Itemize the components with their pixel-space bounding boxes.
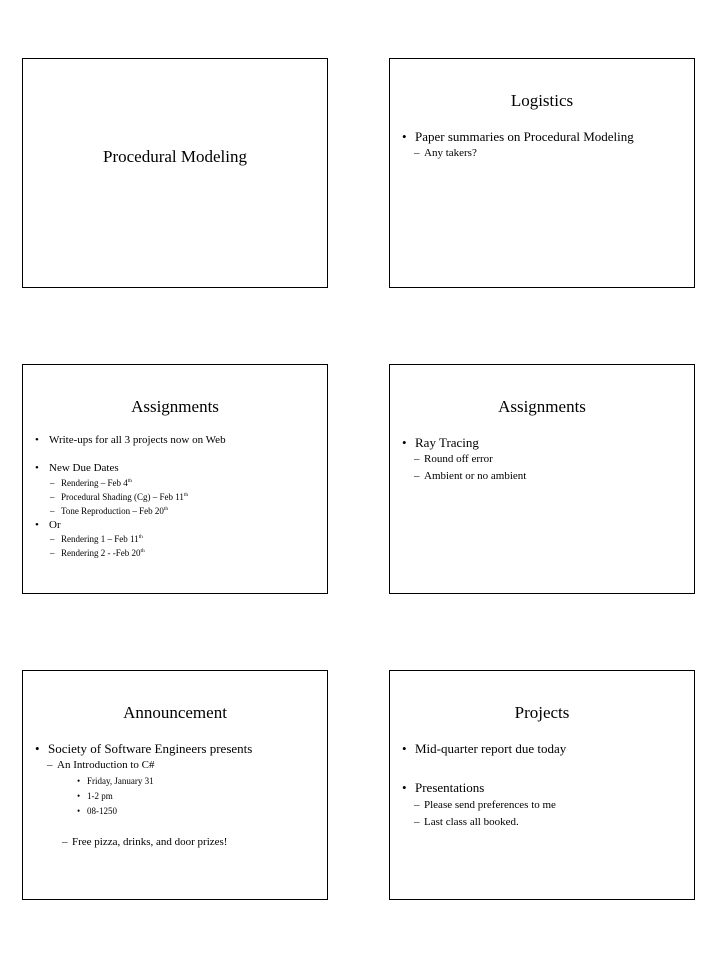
slide-assignments-1 xyxy=(22,364,328,594)
sub-bullet-item: – Last class all booked. xyxy=(414,816,519,828)
bullet-marker: • xyxy=(35,741,40,756)
bullet-marker: • xyxy=(402,435,407,450)
slide-projects xyxy=(389,670,695,900)
slide-announcement xyxy=(22,670,328,900)
sub-bullet-item: – Free pizza, drinks, and door prizes! xyxy=(62,836,228,848)
slide-title: Procedural Modeling xyxy=(103,147,247,166)
sub-sub-bullet-item: • Friday, January 31 xyxy=(77,776,154,786)
dash-marker: – xyxy=(414,799,420,811)
bullet-marker: • xyxy=(77,776,81,786)
sub-bullet-item: – Please send preferences to me xyxy=(414,799,556,811)
dash-marker: – xyxy=(62,836,68,848)
sub-sub-bullet-item: • 08-1250 xyxy=(77,806,117,816)
bullet-marker: • xyxy=(77,791,81,801)
dash-marker: – xyxy=(414,816,420,828)
bullet-item: • Society of Software Engineers presents xyxy=(35,741,253,756)
slide-procedural-modeling xyxy=(22,58,328,288)
bullet-marker: • xyxy=(35,519,39,531)
dash-marker: – xyxy=(50,534,55,544)
slide-assignments-2 xyxy=(389,364,695,594)
slide-title: Projects xyxy=(514,703,570,722)
sub-bullet-item: – Ambient or no ambient xyxy=(414,470,527,482)
bullet-item: • Mid-quarter report due today xyxy=(402,741,567,756)
sub-bullet-item: – Rendering – Feb 4th xyxy=(50,478,132,488)
bullet-marker: • xyxy=(77,806,81,816)
bullet-item: • Ray Tracing xyxy=(402,435,479,450)
bullet-marker: • xyxy=(402,129,407,144)
sub-bullet-item: – An Introduction to C# xyxy=(47,759,155,771)
dash-marker: – xyxy=(50,492,55,502)
slide-logistics xyxy=(389,58,695,288)
slide-title: Assignments xyxy=(131,397,219,416)
dash-marker: – xyxy=(50,478,55,488)
dash-marker: – xyxy=(50,548,55,558)
bullet-item: • Presentations xyxy=(402,780,485,795)
dash-marker: – xyxy=(50,506,55,516)
sub-bullet-item: – Tone Reproduction – Feb 20th xyxy=(50,506,169,516)
bullet-marker: • xyxy=(402,780,407,795)
slide-title: Assignments xyxy=(498,397,586,416)
dash-marker: – xyxy=(414,147,420,159)
dash-marker: – xyxy=(414,453,420,465)
bullet-marker: • xyxy=(35,434,39,446)
sub-bullet-item: – Rendering 1 – Feb 11th xyxy=(50,534,143,544)
slide-title: Logistics xyxy=(510,91,574,110)
sub-sub-bullet-item: • 1-2 pm xyxy=(77,791,113,801)
bullet-item: • Or xyxy=(35,519,61,531)
slide-title: Announcement xyxy=(123,703,227,722)
sub-bullet-item: – Any takers? xyxy=(414,147,477,159)
bullet-item: • New Due Dates xyxy=(35,462,119,474)
bullet-item: • Paper summaries on Procedural Modeling xyxy=(402,129,634,144)
sub-bullet-item: – Round off error xyxy=(414,453,493,465)
bullet-item: • Write-ups for all 3 projects now on Web xyxy=(35,434,226,446)
bullet-marker: • xyxy=(35,462,39,474)
dash-marker: – xyxy=(414,470,420,482)
sub-bullet-item: – Rendering 2 - -Feb 20th xyxy=(50,548,145,558)
dash-marker: – xyxy=(47,759,53,771)
bullet-marker: • xyxy=(402,741,407,756)
sub-bullet-item: – Procedural Shading (Cg) – Feb 11th xyxy=(50,492,189,502)
